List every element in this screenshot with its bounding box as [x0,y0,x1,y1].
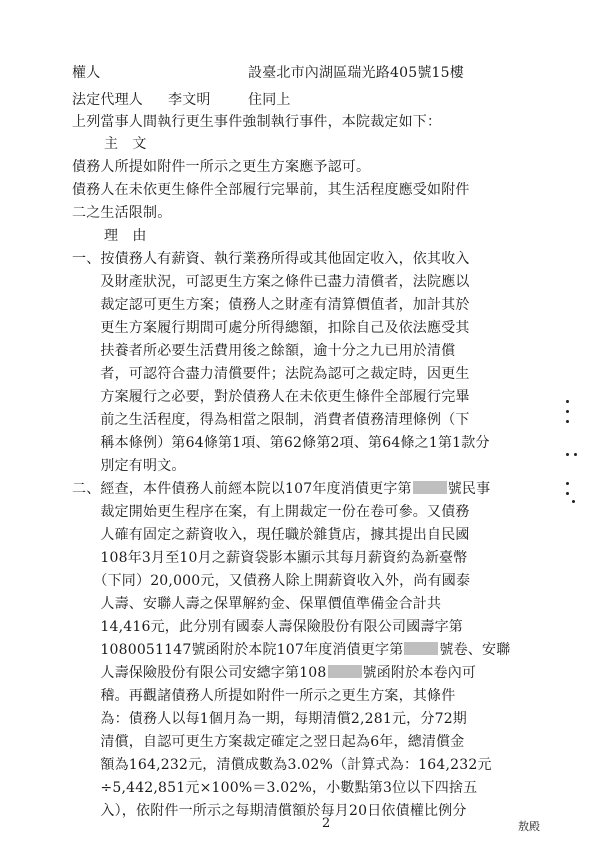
main-line: 二之生活限制。 [72,205,172,221]
reason-line-text: 號函附於本卷內可 [362,665,477,681]
reason-line [72,663,476,683]
reason-heading: 理 由 [104,228,147,244]
reason-line: 別定有明文。 [72,458,186,474]
footer-code: 敖殿 [518,820,540,833]
redaction-box [328,665,362,678]
reason-line: 及財產狀況，可認更生方案之條件已盡力清償者，法院應以 [72,274,470,290]
reason-line: 更生方案履行期間可處分所得總額，扣除自己及依法應受其 [72,320,470,336]
reason-line: （下同）20,000元，又債務人除上開薪資收入外，尚有國泰 [72,573,471,589]
legal-rep-label: 法定代理人 [72,92,143,108]
binding-dots-mark [566,482,576,506]
page-number: 2 [322,816,331,831]
reason-line: 稽。再觀諸債務人所提如附件一所示之更生方案，其條件 [72,688,456,704]
reason-line-text: 1080051147號函附於本院107年度消債更字第 [72,642,404,658]
redaction-box [404,642,438,655]
legal-rep-name: 李文明 [168,92,211,108]
reason-line: 人確有固定之薪資收入，現任職於雜貨店，據其提出自民國 [72,527,470,543]
reason-line: 裁定開始更生程序在案，有上開裁定一份在卷可參。又債務 [72,504,470,520]
reason-line: 方案履行之必要，對於債務人在未依更生條件全部履行完畢 [72,389,470,405]
party-address: 設臺北市內湖區瑞光路405號15樓 [248,65,464,81]
reason-line: 入），依附件一所示之每期清償額於每月20日依債權比例分 [72,803,467,819]
reason-line: 一、按債務人有薪資、執行業務所得或其他固定收入，依其收入 [72,251,470,267]
reason-line: 前之生活程度，得為相當之限制，消費者債務清理條例（下 [72,412,470,428]
reason-line: 扶養者所必要生活費用後之餘額，逾十分之九已用於清償 [72,343,456,359]
reason-line: 人壽、安聯人壽之保單解約金、保單價值準備金合計共 [72,596,442,612]
main-line: 債務人所提如附件一所示之更生方案應予認可。 [72,159,371,175]
binding-dots-mark [566,400,576,430]
reason-line-text: 號卷、安聯 [439,642,511,658]
redaction-box [413,481,447,494]
reason-line: 者，可認符合盡力清償要件；法院為認可之裁定時，因更生 [72,366,470,382]
intro-text: 上列當事人間執行更生事件強制執行事件，本院裁定如下： [72,114,442,130]
reason-line: 稱本條例）第64條第1項、第62條第2項、第64條之1第1款分 [72,435,490,451]
reason-line: 為：債務人以每1個月為一期，每期清償2,281元，分72期 [72,711,467,727]
party-label: 權人 [72,65,101,81]
legal-rep-residence: 住同上 [248,92,291,108]
reason-line-text: 人壽保險股份有限公司安總字第108 [72,665,327,681]
reason-line: 額為164,232元，清償成數為3.02%（計算式為：164,232元 [72,757,492,773]
reason-line [72,479,490,499]
reason-line: 14,416元，此分別有國泰人壽保險股份有限公司國壽字第 [72,619,463,635]
reason-line: 108年3月至10月之薪資袋影本顯示其每月薪資約為新臺幣 [72,550,468,566]
reason-line-text: 號民事 [447,481,491,497]
reason-line: 裁定認可更生方案；債務人之財產有清算價值者，加計其於 [72,297,470,313]
binding-dots-mark [566,453,576,463]
reason-line: 清償，自認可更生方案裁定確定之翌日起為6年，總清償金 [72,734,465,750]
reason-line: ÷5,442,851元×100%＝3.02%，小數點第3位以下四捨五 [72,780,478,796]
reason-line [72,640,510,660]
main-heading: 主 文 [104,136,147,152]
main-line: 債務人在未依更生條件全部履行完畢前，其生活程度應受如附件 [72,182,470,198]
reason-line-text: 二、經查，本件債務人前經本院以107年度消債更字第 [72,481,412,497]
